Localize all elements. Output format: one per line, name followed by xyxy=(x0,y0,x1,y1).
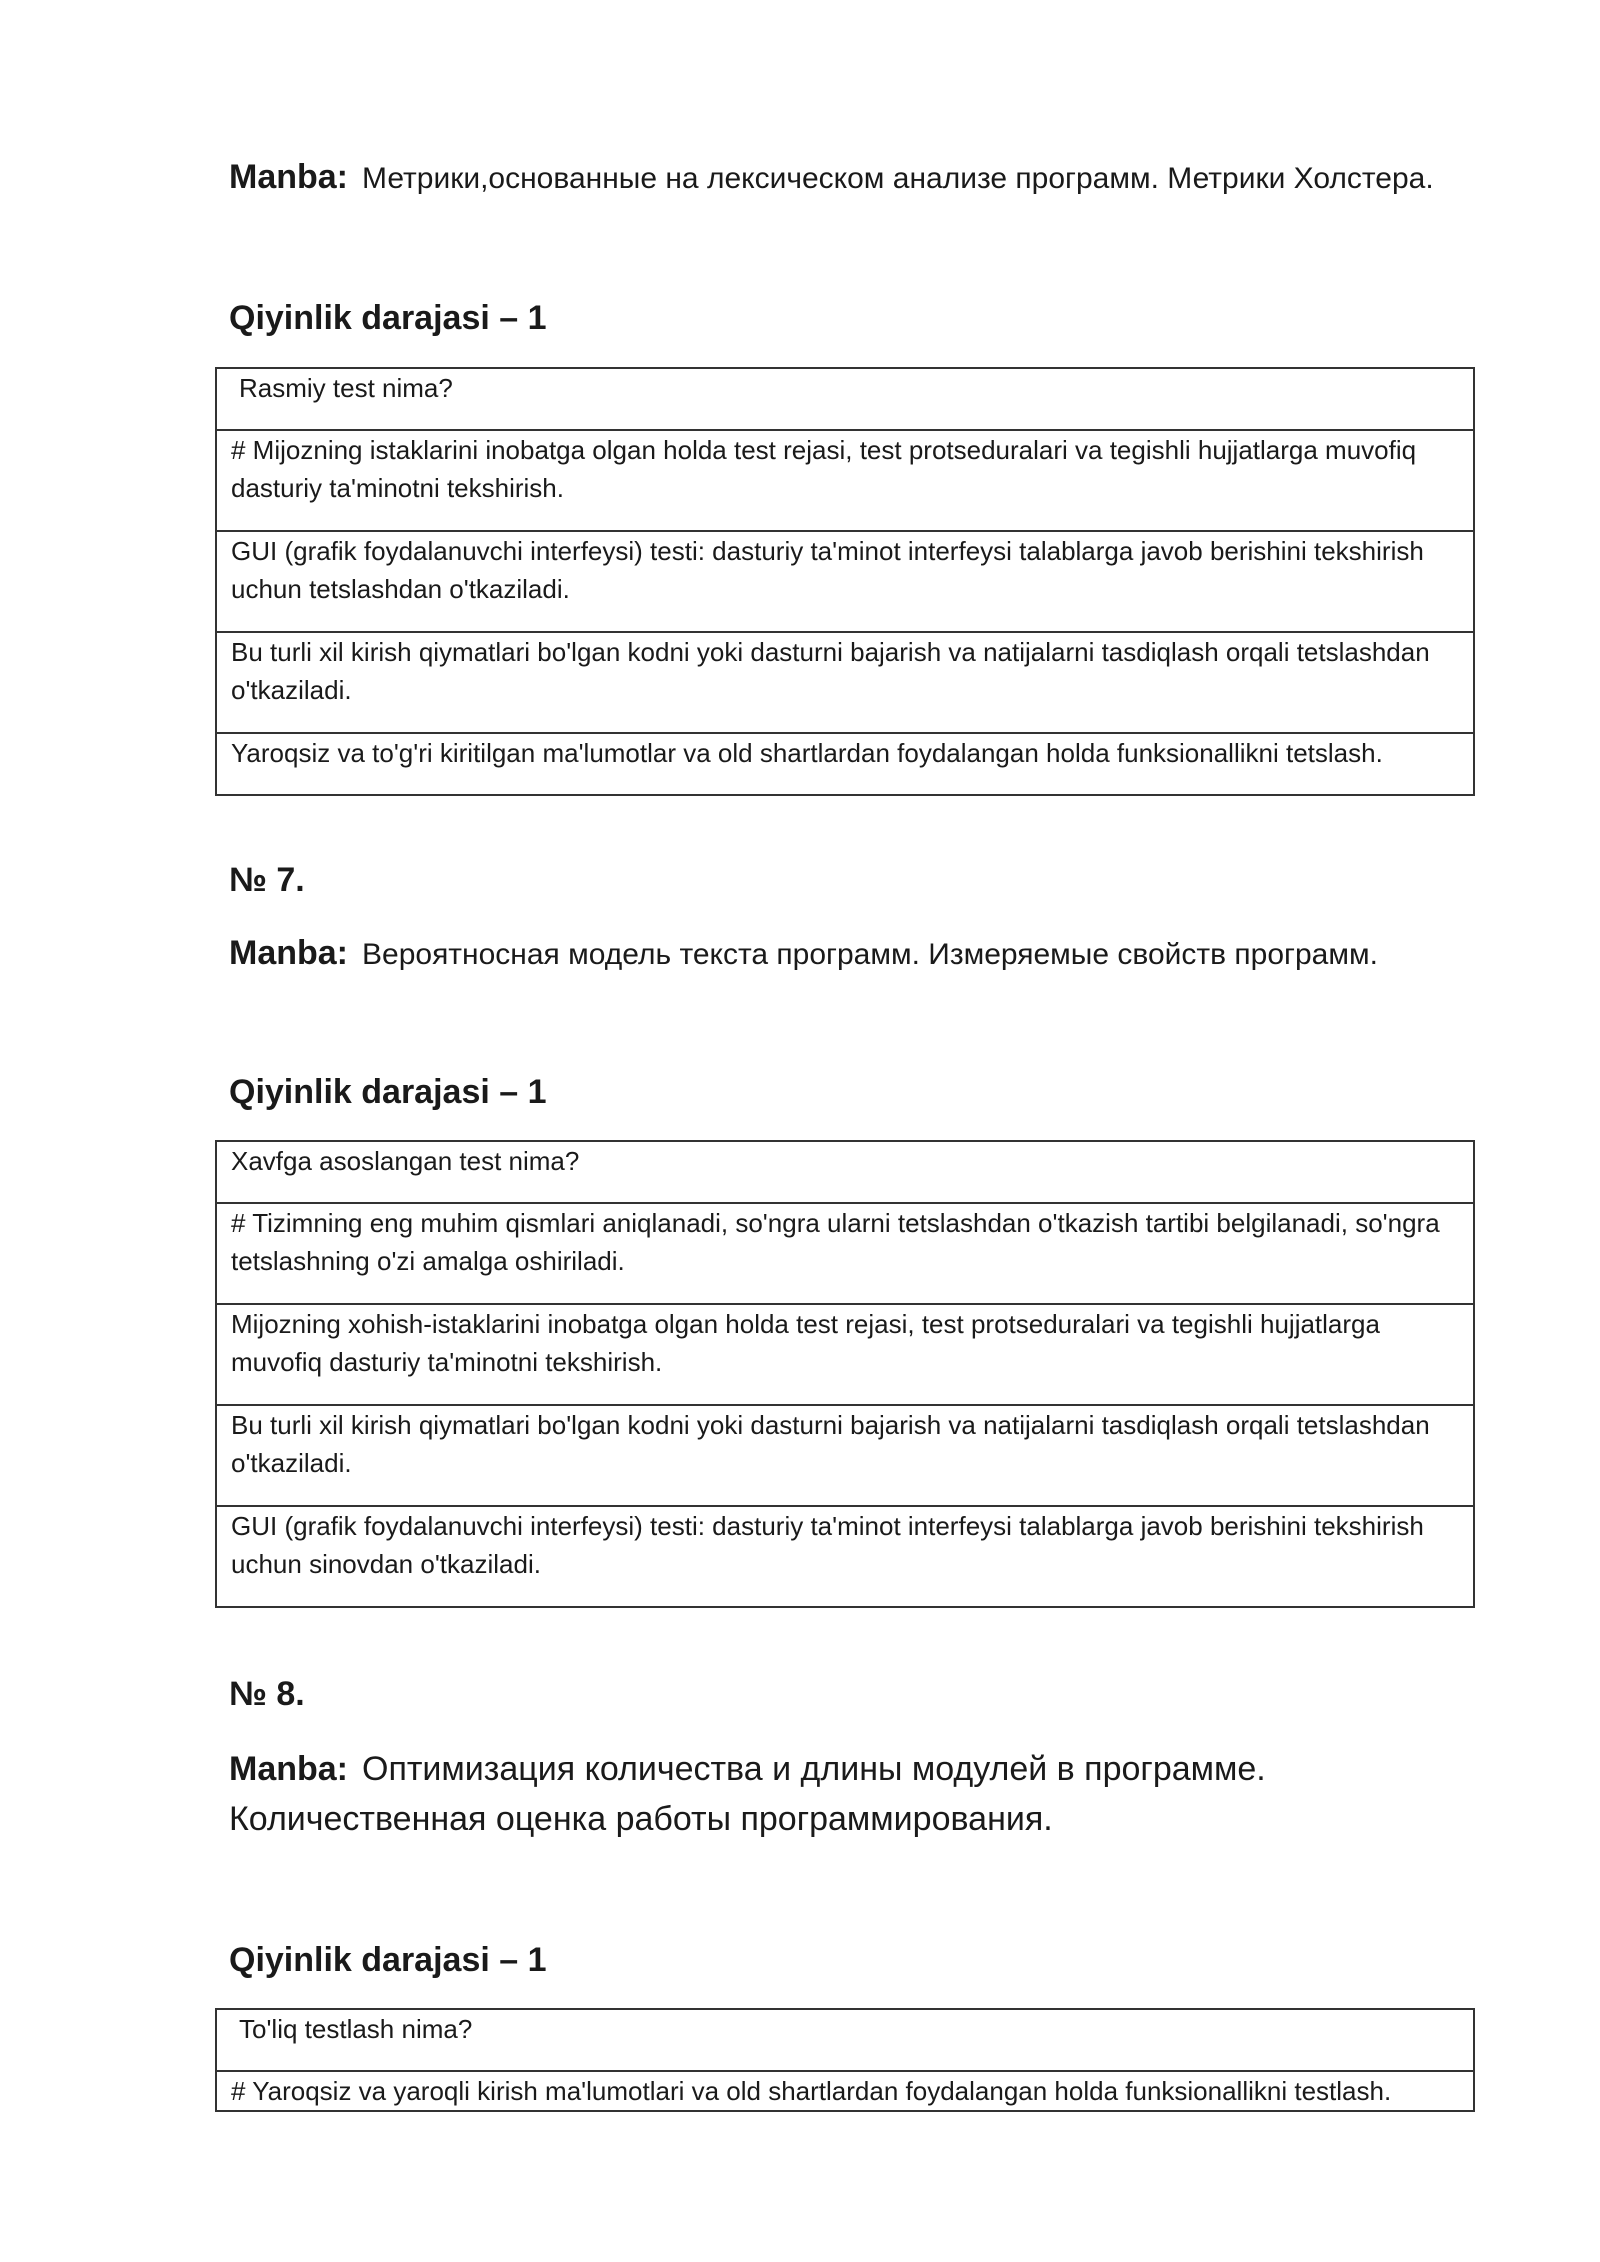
question-table xyxy=(215,1140,1475,1608)
answer-option: GUI (grafik foydalanuvchi interfeysi) testi: dasturiy ta'minot interfeysi talablarga javob berishini tekshirish uchun tetslashdan o'tkaziladi. xyxy=(216,531,1474,632)
question-table xyxy=(215,367,1475,796)
source-label: Manba: xyxy=(229,934,348,972)
question-text: Rasmiy test nima? xyxy=(216,368,1474,430)
answer-option: # Tizimning eng muhim qismlari aniqlanadi, so'ngra ularni tetslashdan o'tkazish tartibi belgilanadi, so'ngra tetslashning o'zi amalga oshiriladi. xyxy=(216,1203,1474,1304)
source-text: Вероятносная модель текста программ. Измеряемые свойств программ. xyxy=(362,938,1378,971)
source-text-line2: Количественная оценка работы программирования. xyxy=(229,1800,1053,1838)
answer-option: Yaroqsiz va to'g'ri kiritilgan ma'lumotlar va old shartlardan foydalangan holda funksionallikni tetslash. xyxy=(216,733,1474,795)
source-label: Manba: xyxy=(229,1750,348,1788)
source-line xyxy=(229,1744,1266,1844)
answer-option: Mijozning xohish-istaklarini inobatga olgan holda test rejasi, test protseduralari va tegishli hujjatlarga muvofiq dasturiy ta'minotni tekshirish. xyxy=(216,1304,1474,1405)
source-line xyxy=(229,152,1434,204)
answer-option: # Yaroqsiz va yaroqli kirish ma'lumotlari va old shartlardan foydalangan holda funksionallikni testlash. xyxy=(216,2071,1474,2111)
source-text-line1: Оптимизация количества и длины модулей в программе. xyxy=(362,1750,1266,1788)
source-text: Метрики,основанные на лексическом анализе программ. Метрики Холстера. xyxy=(362,162,1434,195)
source-label: Manba: xyxy=(229,158,348,196)
answer-option: GUI (grafik foydalanuvchi interfeysi) testi: dasturiy ta'minot interfeysi talablarga javob berishini tekshirish uchun sinovdan o'tkaziladi. xyxy=(216,1506,1474,1607)
difficulty-heading: Qiyinlik darajasi – 1 xyxy=(229,299,547,337)
source-line xyxy=(229,928,1378,980)
question-table xyxy=(215,2008,1475,2112)
question-number: № 8. xyxy=(229,1675,305,1713)
question-number: № 7. xyxy=(229,861,305,899)
question-text: Xavfga asoslangan test nima? xyxy=(216,1141,1474,1203)
answer-option: # Mijozning istaklarini inobatga olgan holda test rejasi, test protseduralari va tegishli hujjatlarga muvofiq dasturiy ta'minotni tekshirish. xyxy=(216,430,1474,531)
difficulty-heading: Qiyinlik darajasi – 1 xyxy=(229,1073,547,1111)
difficulty-heading: Qiyinlik darajasi – 1 xyxy=(229,1941,547,1979)
answer-option: Bu turli xil kirish qiymatlari bo'lgan kodni yoki dasturni bajarish va natijalarni tasdiqlash orqali tetslashdan o'tkaziladi. xyxy=(216,632,1474,733)
answer-option: Bu turli xil kirish qiymatlari bo'lgan kodni yoki dasturni bajarish va natijalarni tasdiqlash orqali tetslashdan o'tkaziladi. xyxy=(216,1405,1474,1506)
question-text: To'liq testlash nima? xyxy=(216,2009,1474,2071)
